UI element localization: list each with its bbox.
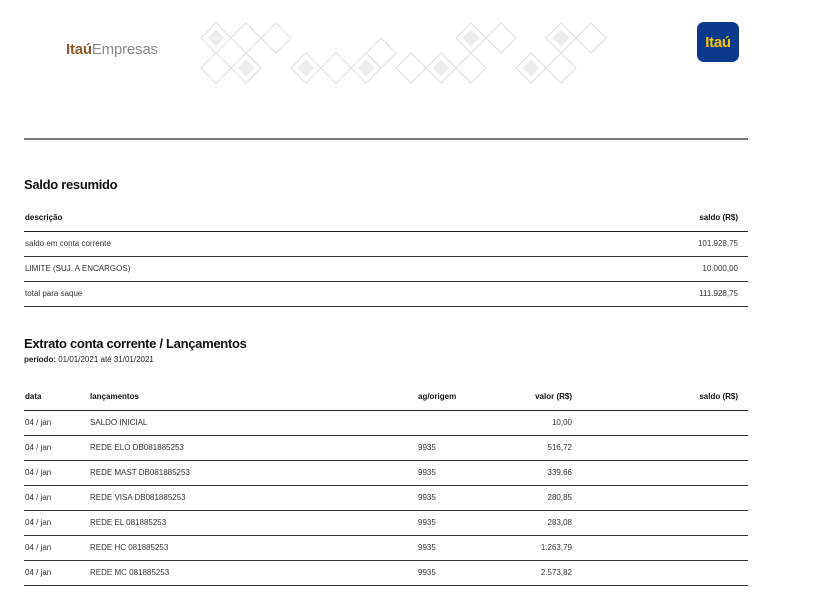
row-ag: 9935 bbox=[418, 468, 436, 477]
row-data: 04 / jan bbox=[25, 518, 52, 527]
row-valor: 2.573,82 bbox=[540, 568, 572, 577]
table-row bbox=[24, 511, 748, 536]
logo-text: Itaú bbox=[705, 33, 731, 51]
table-row bbox=[24, 282, 748, 307]
periodo-line bbox=[24, 355, 154, 364]
row-lancamento: REDE MAST DB081885253 bbox=[90, 468, 190, 477]
header-data: data bbox=[25, 392, 42, 401]
extrato-title: Extrato conta corrente / Lançamentos bbox=[24, 336, 247, 351]
header-saldo: saldo (R$) bbox=[699, 392, 738, 401]
row-descricao: saldo em conta corrente bbox=[25, 239, 111, 248]
saldo-resumido-title: Saldo resumido bbox=[24, 177, 118, 192]
row-ag: 9935 bbox=[418, 518, 436, 527]
row-valor: 339,66 bbox=[547, 468, 572, 477]
row-ag: 9935 bbox=[418, 443, 436, 452]
brand-light-text: Empresas bbox=[91, 41, 158, 58]
row-lancamento: REDE VISA DB081885253 bbox=[90, 493, 186, 502]
row-lancamento: REDE EL 081885253 bbox=[90, 518, 167, 527]
header-divider bbox=[24, 138, 748, 140]
table-row bbox=[24, 461, 748, 486]
row-data: 04 / jan bbox=[25, 443, 52, 452]
table-row bbox=[24, 232, 748, 257]
row-valor: 1.263,79 bbox=[540, 543, 572, 552]
row-data: 04 / jan bbox=[25, 468, 52, 477]
row-saldo: 111.928,75 bbox=[699, 289, 738, 298]
row-valor: 283,08 bbox=[547, 518, 572, 527]
table-row bbox=[24, 436, 748, 461]
page-header bbox=[0, 0, 824, 100]
row-valor: 280,85 bbox=[547, 493, 572, 502]
row-valor: 10,00 bbox=[551, 418, 572, 427]
brand-bold-text: Itaú bbox=[66, 41, 92, 58]
header-saldo: saldo (R$) bbox=[699, 213, 738, 222]
header-ag-origem: ag/origem bbox=[418, 392, 457, 401]
table-row bbox=[24, 536, 748, 561]
row-descricao: total para saque bbox=[25, 289, 83, 298]
row-data: 04 / jan bbox=[25, 418, 52, 427]
row-data: 04 / jan bbox=[25, 493, 52, 502]
itau-logo bbox=[697, 22, 739, 62]
row-valor: 516,72 bbox=[547, 443, 572, 452]
row-data: 04 / jan bbox=[25, 543, 52, 552]
row-saldo: 101.928,75 bbox=[697, 239, 738, 248]
itau-empresas-brand bbox=[66, 41, 158, 58]
header-descricao: descrição bbox=[25, 213, 63, 222]
row-data: 04 / jan bbox=[25, 568, 52, 577]
periodo-label: período: bbox=[24, 355, 56, 364]
table-row bbox=[24, 486, 748, 511]
row-saldo: 10.000,00 bbox=[702, 264, 738, 273]
periodo-value: 01/01/2021 até 31/01/2021 bbox=[58, 355, 154, 364]
row-lancamento: REDE ELO DB081885253 bbox=[90, 443, 184, 452]
saldo-table-header bbox=[24, 206, 748, 232]
row-lancamento: SALDO INICIAL bbox=[90, 418, 148, 427]
row-descricao: LIMITE (SUJ. A ENCARGOS) bbox=[25, 264, 131, 273]
saldo-table bbox=[24, 206, 748, 307]
row-ag: 9935 bbox=[418, 543, 436, 552]
header-valor: valor (R$) bbox=[535, 392, 572, 401]
row-ag: 9935 bbox=[418, 493, 436, 502]
extrato-table bbox=[24, 385, 748, 586]
row-lancamento: REDE HC 081885253 bbox=[90, 543, 169, 552]
extrato-table-header bbox=[24, 385, 748, 411]
table-row bbox=[24, 411, 748, 436]
header-lancamentos: lançamentos bbox=[90, 392, 139, 401]
table-row bbox=[24, 257, 748, 282]
decorative-pattern-icon bbox=[196, 18, 608, 90]
row-ag: 9935 bbox=[418, 568, 436, 577]
table-row bbox=[24, 561, 748, 586]
row-lancamento: REDE MC 081885253 bbox=[90, 568, 170, 577]
